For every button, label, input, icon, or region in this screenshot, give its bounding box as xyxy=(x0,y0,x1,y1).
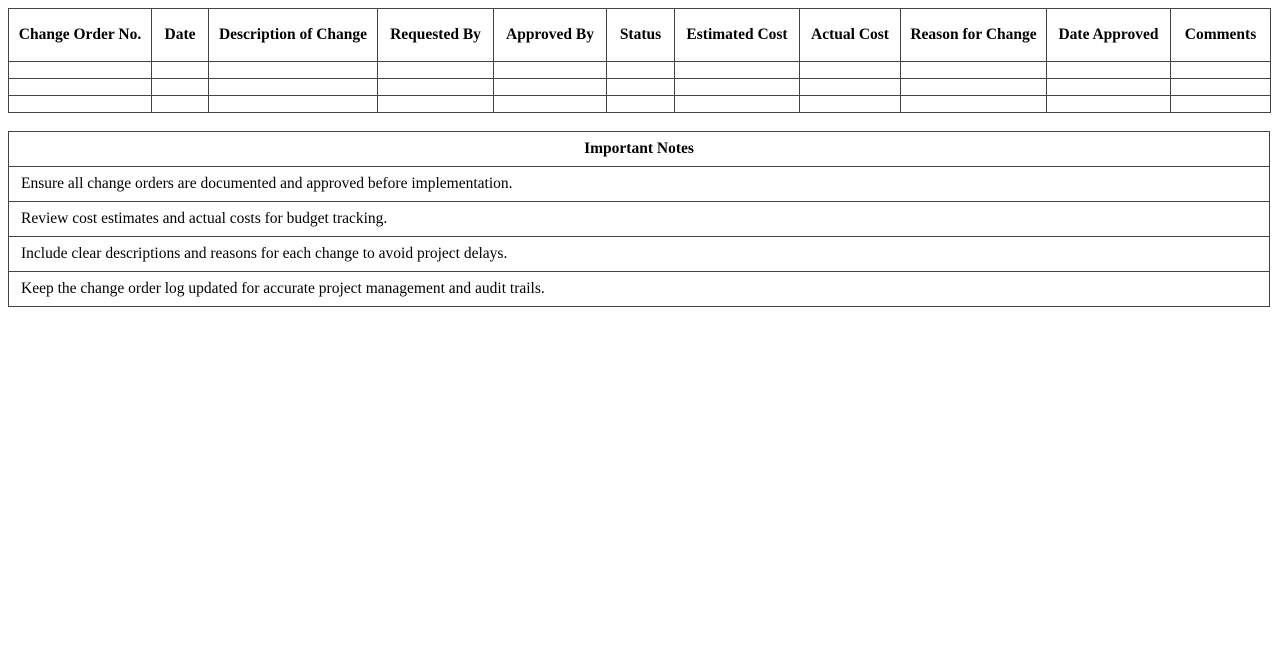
column-header-date-approved: Date Approved xyxy=(1047,9,1171,62)
table-cell[interactable] xyxy=(800,62,901,79)
table-cell[interactable] xyxy=(152,79,209,96)
column-header-estimated-cost: Estimated Cost xyxy=(675,9,800,62)
table-cell[interactable] xyxy=(494,96,607,113)
column-header-comments: Comments xyxy=(1171,9,1271,62)
list-item xyxy=(9,237,1270,272)
table-row xyxy=(9,62,1271,79)
column-header-status: Status xyxy=(607,9,675,62)
column-header-description: Description of Change xyxy=(209,9,378,62)
list-item xyxy=(9,202,1270,237)
table-cell[interactable] xyxy=(675,79,800,96)
table-cell[interactable] xyxy=(675,62,800,79)
list-item xyxy=(9,272,1270,307)
table-cell[interactable] xyxy=(1171,62,1271,79)
table-cell[interactable] xyxy=(378,79,494,96)
table-cell[interactable] xyxy=(607,96,675,113)
table-cell[interactable] xyxy=(1047,96,1171,113)
table-cell[interactable] xyxy=(1171,79,1271,96)
table-cell[interactable] xyxy=(607,62,675,79)
table-cell[interactable] xyxy=(209,62,378,79)
table-cell[interactable] xyxy=(494,79,607,96)
column-header-approved-by: Approved By xyxy=(494,9,607,62)
note-text: Include clear descriptions and reasons for each change to avoid project delays. xyxy=(9,237,1270,272)
notes-header-row xyxy=(9,132,1270,167)
column-header-change-order-no: Change Order No. xyxy=(9,9,152,62)
important-notes-table xyxy=(8,131,1270,307)
table-row xyxy=(9,79,1271,96)
table-cell[interactable] xyxy=(209,79,378,96)
table-cell[interactable] xyxy=(378,96,494,113)
table-cell[interactable] xyxy=(1047,79,1171,96)
table-cell[interactable] xyxy=(1047,62,1171,79)
list-item xyxy=(9,167,1270,202)
column-header-reason: Reason for Change xyxy=(901,9,1047,62)
notes-title: Important Notes xyxy=(9,132,1270,167)
table-cell[interactable] xyxy=(800,79,901,96)
table-cell[interactable] xyxy=(9,62,152,79)
table-cell[interactable] xyxy=(152,96,209,113)
note-text: Keep the change order log updated for accurate project management and audit trails. xyxy=(9,272,1270,307)
table-cell[interactable] xyxy=(901,62,1047,79)
table-cell[interactable] xyxy=(901,79,1047,96)
table-cell[interactable] xyxy=(209,96,378,113)
table-cell[interactable] xyxy=(1171,96,1271,113)
table-cell[interactable] xyxy=(9,79,152,96)
table-cell[interactable] xyxy=(9,96,152,113)
table-cell[interactable] xyxy=(800,96,901,113)
column-header-actual-cost: Actual Cost xyxy=(800,9,901,62)
table-cell[interactable] xyxy=(901,96,1047,113)
table-cell[interactable] xyxy=(494,62,607,79)
note-text: Ensure all change orders are documented and approved before implementation. xyxy=(9,167,1270,202)
table-row xyxy=(9,96,1271,113)
table-cell[interactable] xyxy=(607,79,675,96)
table-cell[interactable] xyxy=(152,62,209,79)
table-cell[interactable] xyxy=(378,62,494,79)
change-order-log-table xyxy=(8,8,1271,113)
table-header-row xyxy=(9,9,1271,62)
note-text: Review cost estimates and actual costs for budget tracking. xyxy=(9,202,1270,237)
column-header-requested-by: Requested By xyxy=(378,9,494,62)
table-cell[interactable] xyxy=(675,96,800,113)
column-header-date: Date xyxy=(152,9,209,62)
